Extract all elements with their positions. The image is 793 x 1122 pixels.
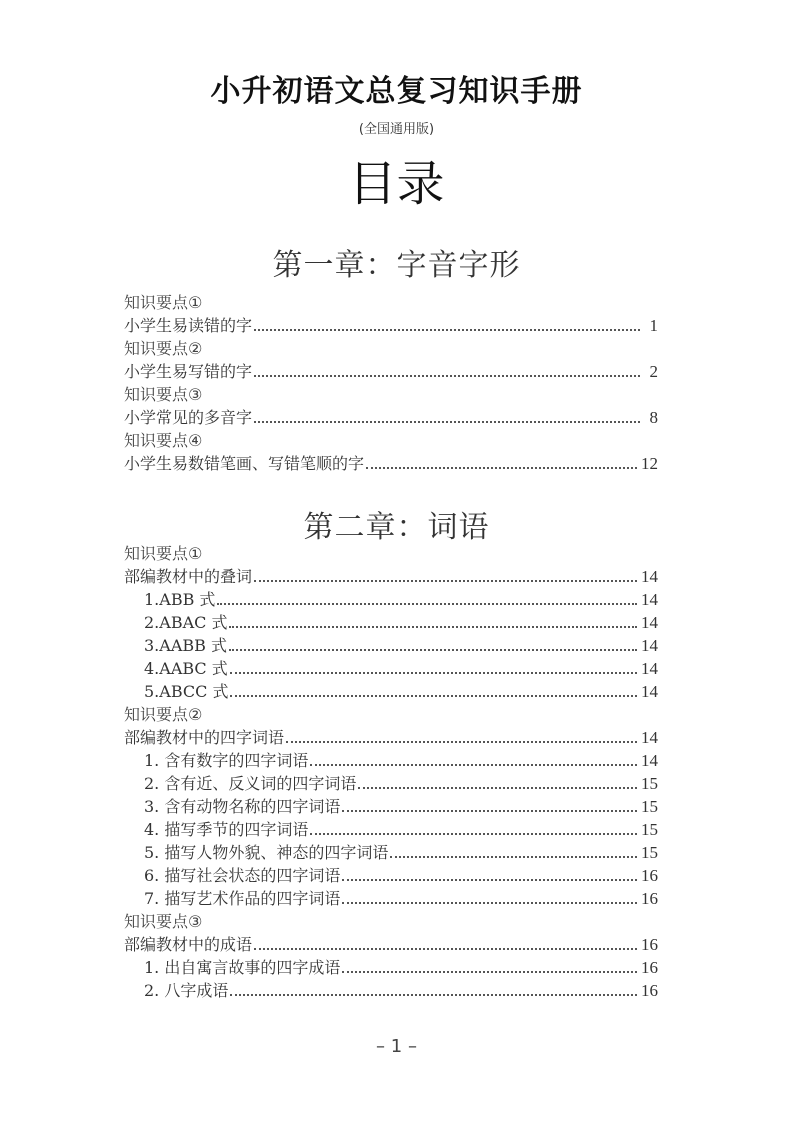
page-number: 15 — [641, 843, 658, 862]
page-number: 14 — [641, 613, 658, 632]
page-number: 16 — [641, 935, 658, 954]
chapter-2-title: 第二章：词语 — [303, 510, 490, 545]
dot-leader — [342, 809, 637, 812]
dot-leader — [310, 763, 637, 766]
dot-leader — [217, 602, 637, 605]
toc-entry[interactable]: 部编教材中的成语 16 — [124, 935, 658, 954]
page-number: 16 — [641, 981, 658, 1000]
toc-subentry[interactable]: 4.AABC 式 14 — [144, 659, 658, 678]
toc-subentry[interactable]: 3. 含有动物名称的四字词语 15 — [144, 797, 658, 816]
page-number: 12 — [641, 454, 658, 473]
toc-subentry[interactable]: 1. 出自寓言故事的四字成语 16 — [144, 958, 658, 977]
dot-leader — [229, 625, 637, 628]
dot-leader — [254, 420, 640, 423]
toc-entry[interactable]: 部编教材中的叠词 14 — [124, 567, 658, 586]
toc-subentry[interactable]: 4. 描写季节的四字词语 15 — [144, 820, 658, 839]
page-number: 14 — [641, 636, 658, 655]
toc-subentry[interactable]: 7. 描写艺术作品的四字词语 16 — [144, 889, 658, 908]
dot-leader — [310, 832, 637, 835]
dot-leader — [254, 328, 640, 331]
page-number: 15 — [641, 797, 658, 816]
knowledge-point-label: 知识要点① — [124, 544, 203, 563]
dot-leader — [390, 855, 637, 858]
page-number: 14 — [641, 590, 658, 609]
toc-subentry[interactable]: 3.AABB 式 14 — [144, 636, 658, 655]
knowledge-point-label: 知识要点② — [124, 339, 203, 358]
page-number: 15 — [641, 774, 658, 793]
page-number: 16 — [641, 889, 658, 908]
page-number: 14 — [641, 567, 658, 586]
dot-leader — [366, 466, 637, 469]
page-number: 15 — [641, 820, 658, 839]
toc-subentry[interactable]: 6. 描写社会状态的四字词语 16 — [144, 866, 658, 885]
knowledge-point-label: 知识要点④ — [124, 431, 203, 450]
page-number: 14 — [641, 659, 658, 678]
toc-entry[interactable]: 小学生易写错的字 2 — [124, 362, 658, 381]
knowledge-point-label: 知识要点② — [124, 705, 203, 724]
chapter-1-title: 第一章：字音字形 — [272, 248, 521, 283]
page-number: 2 — [649, 362, 658, 381]
dot-leader — [342, 970, 637, 973]
page-number: 16 — [641, 958, 658, 977]
toc-entry[interactable]: 小学常见的多音字 8 — [124, 408, 658, 427]
page-footer-number: – 1 – — [376, 1036, 417, 1057]
toc-subentry[interactable]: 2.ABAC 式 14 — [144, 613, 658, 632]
dot-leader — [229, 648, 637, 651]
dot-leader — [254, 947, 637, 950]
dot-leader — [230, 993, 637, 996]
toc-entry[interactable]: 部编教材中的四字词语 14 — [124, 728, 658, 747]
toc-entry[interactable]: 小学生易读错的字 1 — [124, 316, 658, 335]
page-number: 14 — [641, 751, 658, 770]
dot-leader — [342, 901, 637, 904]
toc-subentry[interactable]: 2. 八字成语 16 — [144, 981, 658, 1000]
page-number: 14 — [641, 728, 658, 747]
page-number: 16 — [641, 866, 658, 885]
toc-subentry[interactable]: 1.ABB 式 14 — [144, 590, 658, 609]
document-subtitle: (全国通用版) — [358, 122, 435, 137]
dot-leader — [230, 694, 637, 697]
knowledge-point-label: 知识要点③ — [124, 912, 203, 931]
knowledge-point-label: 知识要点③ — [124, 385, 203, 404]
toc-subentry[interactable]: 5.ABCC 式 14 — [144, 682, 658, 701]
toc-subentry[interactable]: 2. 含有近、反义词的四字词语 15 — [144, 774, 658, 793]
dot-leader — [286, 740, 637, 743]
toc-entry[interactable]: 小学生易数错笔画、写错笔顺的字 12 — [124, 454, 658, 473]
document-title: 小升初语文总复习知识手册 — [210, 74, 583, 109]
page-number: 8 — [649, 408, 658, 427]
knowledge-point-label: 知识要点① — [124, 293, 203, 312]
dot-leader — [254, 374, 640, 377]
toc-subentry[interactable]: 1. 含有数字的四字词语 14 — [144, 751, 658, 770]
page-number: 14 — [641, 682, 658, 701]
toc-subentry[interactable]: 5. 描写人物外貌、神态的四字词语 15 — [144, 843, 658, 862]
dot-leader — [230, 671, 637, 674]
dot-leader — [358, 786, 637, 789]
page-number: 1 — [649, 316, 658, 335]
toc-heading: 目录 — [348, 156, 445, 212]
dot-leader — [254, 579, 637, 582]
dot-leader — [342, 878, 637, 881]
